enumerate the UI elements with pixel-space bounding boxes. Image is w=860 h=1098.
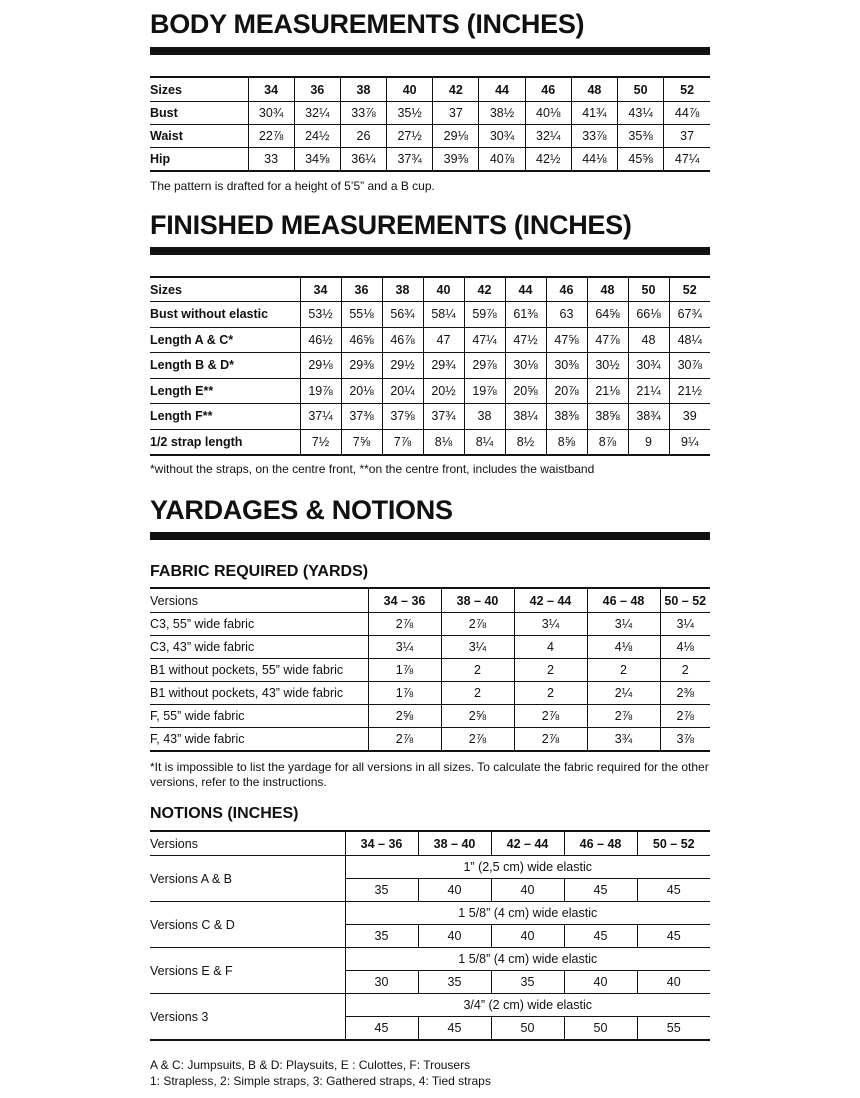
size-header: 42 – 44 — [514, 588, 587, 613]
size-header: 36 — [341, 277, 382, 302]
value-cell: 48 — [628, 327, 669, 353]
value-cell: 2 — [660, 659, 710, 682]
row-label: C3, 55” wide fabric — [150, 613, 368, 636]
header-label: Sizes — [150, 277, 300, 302]
notion-item-row — [150, 902, 710, 925]
table-row — [150, 404, 710, 430]
size-header: 50 — [628, 277, 669, 302]
notion-version-label: Versions A & B — [150, 856, 345, 902]
notion-item-row — [150, 856, 710, 879]
notion-version-label: Versions C & D — [150, 902, 345, 948]
value-cell: 37 — [433, 102, 479, 125]
size-header: 50 – 52 — [637, 831, 710, 856]
table-row — [150, 728, 710, 752]
value-cell: 38¾ — [628, 404, 669, 430]
value-cell: 41¾ — [571, 102, 617, 125]
value-cell: 29⅛ — [300, 353, 341, 379]
table-row — [150, 659, 710, 682]
value-cell: 30¾ — [479, 125, 525, 148]
row-label: F, 55” wide fabric — [150, 705, 368, 728]
value-cell: 2⅞ — [368, 728, 441, 752]
value-cell: 55⅛ — [341, 302, 382, 328]
table-row — [150, 327, 710, 353]
value-cell: 2⅞ — [441, 728, 514, 752]
notion-version-label: Versions 3 — [150, 1009, 209, 1024]
size-header: 40 — [423, 277, 464, 302]
size-header: 46 — [525, 77, 571, 102]
value-cell: 30¾ — [628, 353, 669, 379]
size-header: 48 — [571, 77, 617, 102]
table-row — [150, 353, 710, 379]
value-cell: 50 — [564, 1017, 637, 1041]
value-cell: 43¼ — [618, 102, 664, 125]
table-header-row — [150, 831, 710, 856]
value-cell: 46⅝ — [341, 327, 382, 353]
value-cell: 30 — [345, 971, 418, 994]
value-cell: 35 — [418, 971, 491, 994]
value-cell: 40 — [418, 925, 491, 948]
value-cell: 2⅜ — [660, 682, 710, 705]
value-cell: 37¾ — [387, 148, 433, 172]
size-header: 44 — [505, 277, 546, 302]
title-divider — [150, 532, 710, 540]
value-cell: 40 — [491, 925, 564, 948]
value-cell: 3¼ — [514, 613, 587, 636]
value-cell: 2 — [587, 659, 660, 682]
value-cell: 27½ — [387, 125, 433, 148]
value-cell: 29⅛ — [433, 125, 479, 148]
table-row — [150, 148, 710, 172]
value-cell: 29⅞ — [464, 353, 505, 379]
value-cell: 2⅝ — [368, 705, 441, 728]
value-cell: 37¾ — [423, 404, 464, 430]
value-cell: 3¼ — [660, 613, 710, 636]
value-cell: 59⅞ — [464, 302, 505, 328]
table-row — [150, 302, 710, 328]
table-row — [150, 429, 710, 455]
value-cell: 2⅞ — [441, 613, 514, 636]
value-cell: 63 — [546, 302, 587, 328]
value-cell: 40 — [637, 971, 710, 994]
value-cell: 32¼ — [525, 125, 571, 148]
value-cell: 44⅛ — [571, 148, 617, 172]
value-cell: 58¼ — [423, 302, 464, 328]
size-header: 40 — [387, 77, 433, 102]
value-cell: 32¼ — [294, 102, 340, 125]
value-cell: 1⅞ — [368, 682, 441, 705]
value-cell: 2 — [441, 682, 514, 705]
value-cell: 3⅞ — [660, 728, 710, 752]
title-divider — [150, 47, 710, 55]
value-cell: 2 — [514, 682, 587, 705]
row-label: Length B & D* — [150, 353, 300, 379]
row-label: Length F** — [150, 404, 300, 430]
value-cell: 40⅛ — [525, 102, 571, 125]
value-cell: 47¼ — [664, 148, 710, 172]
value-cell: 34⅝ — [294, 148, 340, 172]
value-cell: 30⅜ — [546, 353, 587, 379]
value-cell: 38¼ — [505, 404, 546, 430]
finished-note: *without the straps, on the centre front, **on the centre front, includes the waistband — [150, 462, 595, 476]
notion-item: 1 5/8” (4 cm) wide elastic — [345, 948, 710, 971]
value-cell: 35 — [345, 879, 418, 902]
value-cell: 45 — [564, 925, 637, 948]
value-cell: 47⅞ — [587, 327, 628, 353]
value-cell: 20¼ — [382, 378, 423, 404]
value-cell: 67¾ — [669, 302, 710, 328]
size-header: 50 — [618, 77, 664, 102]
value-cell: 9 — [628, 429, 669, 455]
value-cell: 20½ — [423, 378, 464, 404]
row-label: Bust — [150, 102, 248, 125]
size-header: 34 – 36 — [368, 588, 441, 613]
row-label: Length E** — [150, 378, 300, 404]
value-cell: 40 — [491, 879, 564, 902]
value-cell: 40 — [564, 971, 637, 994]
value-cell: 2¼ — [587, 682, 660, 705]
table-row — [150, 705, 710, 728]
size-header: 46 – 48 — [587, 588, 660, 613]
value-cell: 7⅞ — [382, 429, 423, 455]
value-cell: 2⅝ — [441, 705, 514, 728]
value-cell: 45⅝ — [618, 148, 664, 172]
value-cell: 47¼ — [464, 327, 505, 353]
size-header: 48 — [587, 277, 628, 302]
size-header: 36 — [294, 77, 340, 102]
value-cell: 29¾ — [423, 353, 464, 379]
table-row — [150, 682, 710, 705]
value-cell: 33 — [248, 148, 294, 172]
value-cell: 45 — [637, 925, 710, 948]
size-header: 42 – 44 — [491, 831, 564, 856]
table-header-row — [150, 588, 710, 613]
value-cell: 45 — [418, 1017, 491, 1041]
value-cell: 38½ — [479, 102, 525, 125]
legend-line-2: 1: Strapless, 2: Simple straps, 3: Gathered straps, 4: Tied straps — [150, 1074, 491, 1088]
value-cell: 50 — [491, 1017, 564, 1041]
value-cell: 4⅛ — [660, 636, 710, 659]
value-cell: 45 — [345, 1017, 418, 1041]
fabric-table — [150, 587, 710, 752]
value-cell: 20⅝ — [505, 378, 546, 404]
size-header: 34 — [300, 277, 341, 302]
row-label: Length A & C* — [150, 327, 300, 353]
size-header: 46 – 48 — [564, 831, 637, 856]
row-label: 1/2 strap length — [150, 434, 243, 449]
value-cell: 42½ — [525, 148, 571, 172]
value-cell: 48¼ — [669, 327, 710, 353]
size-header: 52 — [664, 77, 710, 102]
value-cell: 35 — [345, 925, 418, 948]
value-cell: 55 — [637, 1017, 710, 1041]
value-cell: 2 — [441, 659, 514, 682]
value-cell: 29⅜ — [341, 353, 382, 379]
value-cell: 2⅞ — [514, 728, 587, 752]
value-cell: 20⅞ — [546, 378, 587, 404]
value-cell: 37 — [664, 125, 710, 148]
table-header-row — [150, 77, 710, 102]
value-cell: 64⅝ — [587, 302, 628, 328]
table-row — [150, 102, 710, 125]
value-cell: 19⅞ — [300, 378, 341, 404]
value-cell: 38⅜ — [546, 404, 587, 430]
header-label: Versions — [150, 831, 345, 856]
header-label: Sizes — [150, 77, 248, 102]
value-cell: 2⅞ — [514, 705, 587, 728]
value-cell: 47½ — [505, 327, 546, 353]
value-cell: 26 — [340, 125, 386, 148]
table-row — [150, 613, 710, 636]
value-cell: 47 — [423, 327, 464, 353]
legend-line-1: A & C: Jumpsuits, B & D: Playsuits, E : Culottes, F: Trousers — [150, 1058, 471, 1072]
title-divider — [150, 247, 710, 255]
value-cell: 9¼ — [669, 429, 710, 455]
size-header: 38 – 40 — [441, 588, 514, 613]
finished-measurements-table — [150, 276, 710, 456]
value-cell: 30¾ — [248, 102, 294, 125]
row-label: B1 without pockets, 43” wide fabric — [150, 682, 368, 705]
notion-item: 1” (2,5 cm) wide elastic — [345, 856, 710, 879]
value-cell: 39 — [669, 404, 710, 430]
size-header: 52 — [669, 277, 710, 302]
value-cell: 66⅛ — [628, 302, 669, 328]
table-row — [150, 636, 710, 659]
value-cell: 30½ — [587, 353, 628, 379]
value-cell: 39⅜ — [433, 148, 479, 172]
value-cell: 29½ — [382, 353, 423, 379]
table-row — [150, 125, 710, 148]
size-header: 44 — [479, 77, 525, 102]
value-cell: 7½ — [300, 429, 341, 455]
value-cell: 33⅞ — [340, 102, 386, 125]
size-header: 42 — [464, 277, 505, 302]
value-cell: 61⅜ — [505, 302, 546, 328]
value-cell: 30⅛ — [505, 353, 546, 379]
body-note: The pattern is drafted for a height of 5’5” and a B cup. — [150, 179, 435, 193]
value-cell: 8⅛ — [423, 429, 464, 455]
row-label: Hip — [150, 152, 171, 166]
size-header: 46 — [546, 277, 587, 302]
value-cell: 3¼ — [441, 636, 514, 659]
value-cell: 19⅞ — [464, 378, 505, 404]
notion-item-row — [150, 948, 710, 971]
body-measurements-table — [150, 76, 710, 172]
value-cell: 7⅝ — [341, 429, 382, 455]
value-cell: 21¼ — [628, 378, 669, 404]
notions-table — [150, 830, 710, 1041]
row-label: Waist — [150, 125, 248, 148]
size-header: 34 — [248, 77, 294, 102]
notions-title: NOTIONS (INCHES) — [150, 805, 299, 822]
value-cell: 56¾ — [382, 302, 423, 328]
value-cell: 35⅜ — [618, 125, 664, 148]
value-cell: 45 — [637, 879, 710, 902]
value-cell: 2⅞ — [660, 705, 710, 728]
value-cell: 36¼ — [340, 148, 386, 172]
value-cell: 8½ — [505, 429, 546, 455]
value-cell: 35½ — [387, 102, 433, 125]
value-cell: 37⅝ — [382, 404, 423, 430]
value-cell: 37¼ — [300, 404, 341, 430]
value-cell: 22⅞ — [248, 125, 294, 148]
value-cell: 45 — [564, 879, 637, 902]
row-label: F, 43” wide fabric — [150, 732, 245, 746]
value-cell: 24½ — [294, 125, 340, 148]
value-cell: 3¼ — [587, 613, 660, 636]
value-cell: 8¼ — [464, 429, 505, 455]
value-cell: 46⅞ — [382, 327, 423, 353]
fabric-title: FABRIC REQUIRED (YARDS) — [150, 563, 369, 580]
value-cell: 2 — [514, 659, 587, 682]
value-cell: 21½ — [669, 378, 710, 404]
value-cell: 44⅞ — [664, 102, 710, 125]
notion-item-row — [150, 994, 710, 1017]
value-cell: 8⅞ — [587, 429, 628, 455]
size-header: 38 – 40 — [418, 831, 491, 856]
size-header: 38 — [382, 277, 423, 302]
value-cell: 4 — [514, 636, 587, 659]
value-cell: 33⅞ — [571, 125, 617, 148]
value-cell: 40 — [418, 879, 491, 902]
value-cell: 30⅞ — [669, 353, 710, 379]
size-header: 34 – 36 — [345, 831, 418, 856]
notion-version-label: Versions E & F — [150, 948, 345, 994]
size-header: 38 — [340, 77, 386, 102]
table-row — [150, 378, 710, 404]
body-measurements-title: BODY MEASUREMENTS (INCHES) — [150, 9, 585, 39]
table-header-row — [150, 277, 710, 302]
value-cell: 47⅝ — [546, 327, 587, 353]
value-cell: 38⅝ — [587, 404, 628, 430]
value-cell: 2⅞ — [368, 613, 441, 636]
size-header: 50 – 52 — [660, 588, 710, 613]
notion-item: 1 5/8” (4 cm) wide elastic — [345, 902, 710, 925]
value-cell: 40⅞ — [479, 148, 525, 172]
value-cell: 4⅛ — [587, 636, 660, 659]
notion-item: 3/4” (2 cm) wide elastic — [345, 994, 710, 1017]
finished-measurements-title: FINISHED MEASUREMENTS (INCHES) — [150, 210, 632, 240]
row-label: Bust without elastic — [150, 302, 300, 328]
size-header: 42 — [433, 77, 479, 102]
row-label: B1 without pockets, 55” wide fabric — [150, 659, 368, 682]
value-cell: 46½ — [300, 327, 341, 353]
value-cell: 21⅛ — [587, 378, 628, 404]
header-label: Versions — [150, 588, 368, 613]
row-label: C3, 43” wide fabric — [150, 636, 368, 659]
value-cell: 37⅜ — [341, 404, 382, 430]
value-cell: 3¼ — [368, 636, 441, 659]
value-cell: 20⅛ — [341, 378, 382, 404]
value-cell: 35 — [491, 971, 564, 994]
value-cell: 3¾ — [587, 728, 660, 752]
value-cell: 38 — [464, 404, 505, 430]
value-cell: 53½ — [300, 302, 341, 328]
value-cell: 2⅞ — [587, 705, 660, 728]
value-cell: 1⅞ — [368, 659, 441, 682]
value-cell: 8⅝ — [546, 429, 587, 455]
fabric-note: *It is impossible to list the yardage for all versions in all sizes. To calculate the fabric required for the other versions, refer to the instructions. — [150, 760, 709, 789]
yardages-title: YARDAGES & NOTIONS — [150, 495, 453, 525]
